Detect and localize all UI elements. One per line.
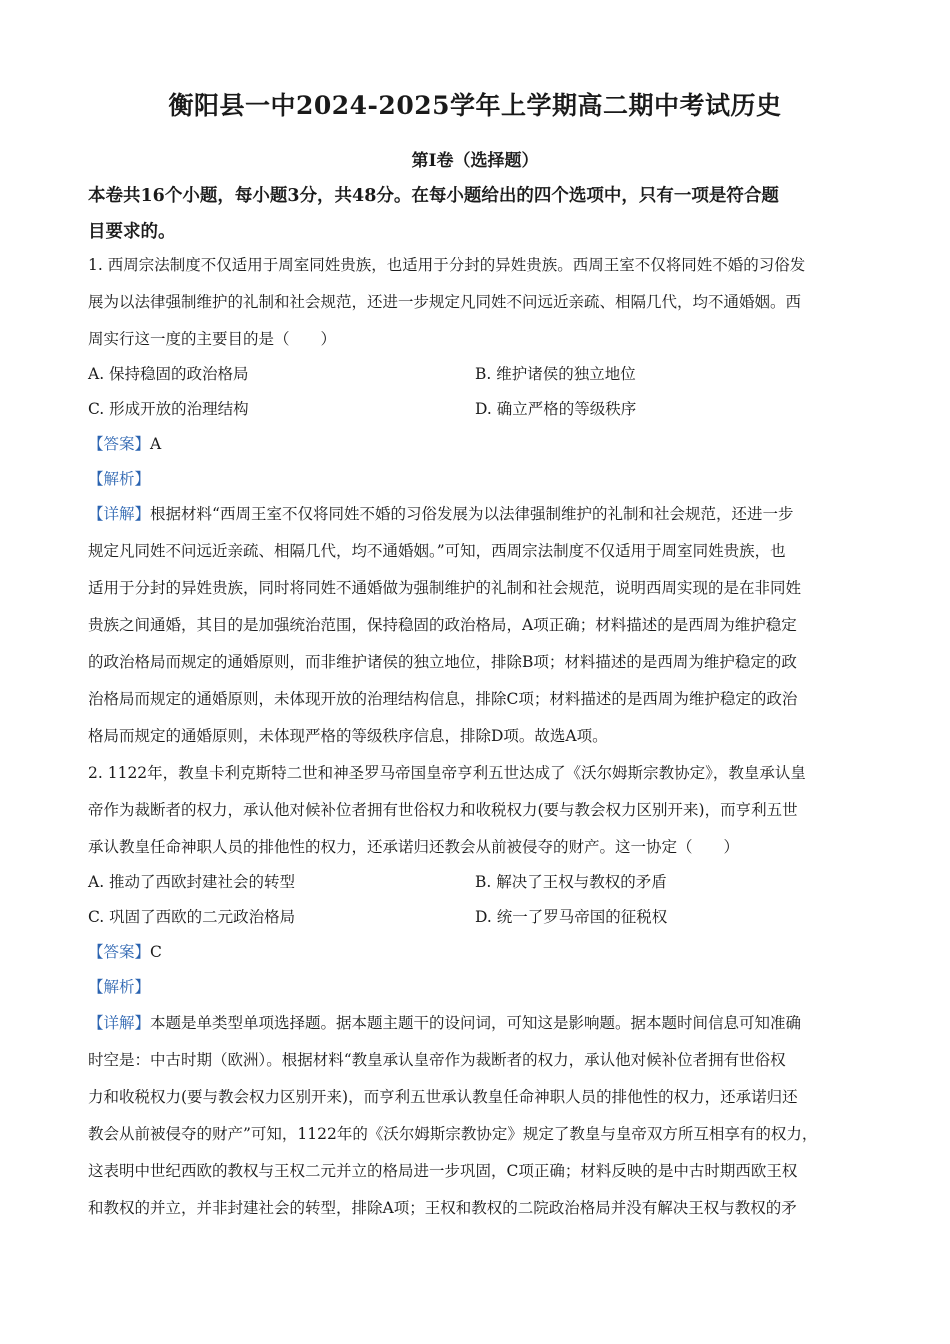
instructions-line: 目要求的。 — [88, 222, 176, 242]
detail-text: 根据材料“西周王室不仅将同姓不婚的习俗发展为以法律强制维护的礼制和社会规范，还进一步 — [150, 505, 794, 523]
q1-option-b: B. 维护诸侯的独立地位 — [475, 365, 636, 383]
q2-option-a: A. 推动了西欧封建社会的转型 — [88, 873, 296, 891]
q1-option-a: A. 保持稳固的政治格局 — [88, 365, 249, 383]
instructions — [88, 178, 863, 250]
q1-detail-line: 适用于分封的异姓贵族，同时将同姓不通婚做为强制维护的礼制和社会规范，说明西周实现的是在非同姓 — [88, 579, 802, 597]
q1-option-d: D. 确立严格的等级秩序 — [475, 400, 637, 418]
answer-tag: 【答案】 — [88, 435, 151, 453]
answer-tag: 【答案】 — [88, 943, 151, 961]
q1-detail-line: 格局而规定的通婚原则，未体现严格的等级秩序信息，排除D项。故选A项。 — [88, 727, 608, 745]
detail-tag: 【详解】 — [88, 505, 151, 523]
section-title: 第Ⅰ卷（选择题） — [411, 151, 539, 171]
q1-detail-line: 的政治格局而规定的通婚原则，而非维护诸侯的独立地位，排除B项；材料描述的是西周为维护稳定的政 — [88, 653, 797, 671]
q1-stem-line: 展为以法律强制维护的礼制和社会规范，还进一步规定凡同姓不问远近亲疏、相隔几代，均不通婚姻。西 — [88, 293, 802, 311]
q1-detail-line: 规定凡同姓不问远近亲疏、相隔几代，均不通婚姻。”可知，西周宗法制度不仅适用于周室同姓贵族，也 — [88, 542, 786, 560]
q1-option-c: C. 形成开放的治理结构 — [88, 400, 249, 418]
q2-detail-line: 力和收税权力(要与教会权力区别开来)，而亨利五世承认教皇任命神职人员的排他性的权力，还承诺归还 — [88, 1088, 798, 1106]
q1-detail-line — [88, 504, 793, 524]
q2-detail-line: 教会从前被侵夺的财产”可知，1122年的《沃尔姆斯宗教协定》规定了教皇与皇帝双方所互相享有的权力， — [88, 1125, 818, 1143]
document-title: 衡阳县一中2024-2025学年上学期高二期中考试历史 — [168, 91, 782, 120]
detail-text: 本题是单类型单项选择题。据本题主题干的设问词，可知这是影响题。据本题时间信息可知准确 — [150, 1014, 802, 1032]
q1-answer — [88, 434, 161, 454]
q2-detail-line — [88, 1013, 801, 1033]
q1-detail-line: 治格局而规定的通婚原则，未体现开放的治理结构信息，排除C项；材料描述的是西周为维护稳定的政治 — [88, 690, 798, 708]
q1-detail-line: 贵族之间通婚，其目的是加强统治范围，保持稳固的政治格局，A项正确；材料描述的是西周为维护稳定 — [88, 616, 797, 634]
q2-detail-line: 和教权的并立，并非封建社会的转型，排除A项；王权和教权的二院政治格局并没有解决王权与教权的矛 — [88, 1199, 797, 1217]
q2-analysis-tag: 【解析】 — [88, 978, 151, 996]
q2-option-b: B. 解决了王权与教权的矛盾 — [475, 873, 667, 891]
instructions-line: 本卷共16个小题，每小题3分，共48分。在每小题给出的四个选项中，只有一项是符合题 — [88, 186, 779, 206]
q2-stem-line: 2. 1122年，教皇卡利克斯特二世和神圣罗马帝国皇帝亨利五世达成了《沃尔姆斯宗教协定》，教皇承认皇 — [88, 764, 806, 782]
q1-stem-line: 周实行这一度的主要目的是（ ） — [88, 330, 337, 348]
q2-stem-line: 承认教皇任命神职人员的排他性的权力，还承诺归还教会从前被侵夺的财产。这一协定（ ） — [88, 838, 740, 856]
q2-detail-line: 时空是：中古时期（欧洲）。根据材料“教皇承认皇帝作为裁断者的权力，承认他对候补位者拥有世俗权 — [88, 1051, 786, 1069]
q2-option-d: D. 统一了罗马帝国的征税权 — [475, 908, 668, 926]
q2-option-c: C. 巩固了西欧的二元政治格局 — [88, 908, 296, 926]
detail-tag: 【详解】 — [88, 1014, 151, 1032]
q2-answer — [88, 942, 162, 962]
answer-value: C — [150, 943, 162, 961]
answer-value: A — [150, 435, 162, 453]
q2-detail-line: 这表明中世纪西欧的教权与王权二元并立的格局进一步巩固，C项正确；材料反映的是中古时期西欧王权 — [88, 1162, 798, 1180]
q2-stem-line: 帝作为裁断者的权力，承认他对候补位者拥有世俗权力和收税权力(要与教会权力区别开来)，而亨利五世 — [88, 801, 798, 819]
q1-stem-line: 1. 西周宗法制度不仅适用于周室同姓贵族，也适用于分封的异姓贵族。西周王室不仅将同姓不婚的习俗发 — [88, 256, 806, 274]
q1-analysis-tag: 【解析】 — [88, 470, 151, 488]
